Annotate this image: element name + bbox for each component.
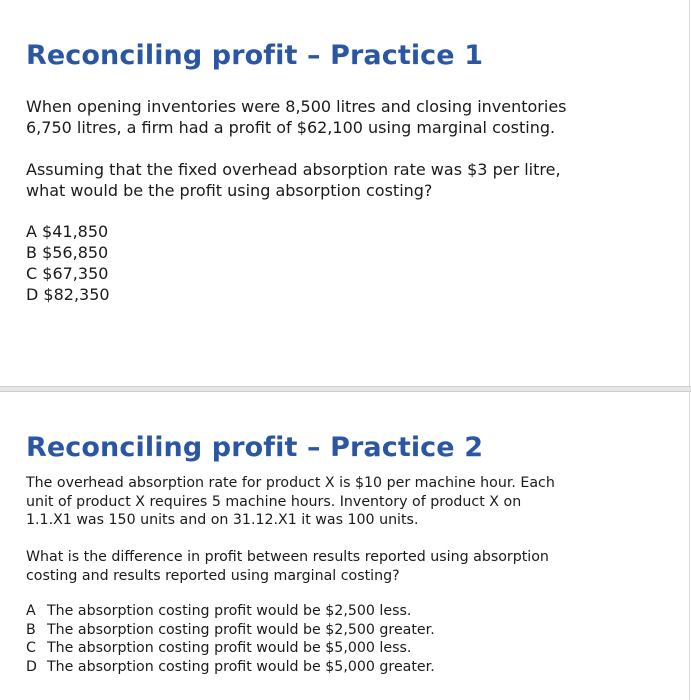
- question-line: costing and results reported using marginal costing?: [26, 567, 400, 584]
- slide-practice-2: [0, 392, 690, 700]
- option-text: The absorption costing profit would be $2,500 greater.: [47, 621, 435, 638]
- question-line: 1.1.X1 was 150 units and on 31.12.X1 it was 100 units.: [26, 512, 419, 528]
- question-line: What is the difference in profit between results reported using absorption: [26, 549, 549, 565]
- answer-option-a: [26, 602, 435, 621]
- question-line: unit of product X requires 5 machine hours. Inventory of product X on: [26, 493, 522, 510]
- answer-options: [26, 221, 110, 305]
- answer-options: [26, 602, 435, 676]
- question-prompt: [26, 548, 549, 585]
- question-line: Assuming that the fixed overhead absorption rate was $3 per litre,: [26, 160, 561, 179]
- option-letter: D: [26, 658, 37, 675]
- slide-title: Reconciling profit – Practice 2: [26, 432, 484, 463]
- option-text: The absorption costing profit would be $2,500 less.: [47, 603, 412, 619]
- question-text: [26, 474, 555, 530]
- answer-option-a: A $41,850: [26, 222, 109, 241]
- option-text: The absorption costing profit would be $5,000 less.: [47, 640, 412, 656]
- question-line: The overhead absorption rate for product X is $10 per machine hour. Each: [26, 475, 555, 491]
- question-line: When opening inventories were 8,500 litres and closing inventories: [26, 97, 567, 116]
- answer-option-d: D $82,350: [26, 285, 110, 304]
- answer-option-b: B $56,850: [26, 243, 109, 262]
- slide-title: Reconciling profit – Practice 1: [26, 40, 484, 71]
- answer-option-b: [26, 621, 435, 640]
- answer-option-c: C $67,350: [26, 264, 109, 283]
- option-text: The absorption costing profit would be $5,000 greater.: [47, 658, 435, 675]
- answer-option-c: [26, 639, 435, 658]
- question-line: what would be the profit using absorption costing?: [26, 181, 433, 200]
- question-text: [26, 96, 567, 138]
- option-letter: A: [26, 603, 36, 619]
- question-prompt: [26, 159, 561, 201]
- option-letter: B: [26, 621, 36, 638]
- option-letter: C: [26, 640, 36, 656]
- question-line: 6,750 litres, a firm had a profit of $62,100 using marginal costing.: [26, 118, 556, 137]
- answer-option-d: [26, 658, 435, 677]
